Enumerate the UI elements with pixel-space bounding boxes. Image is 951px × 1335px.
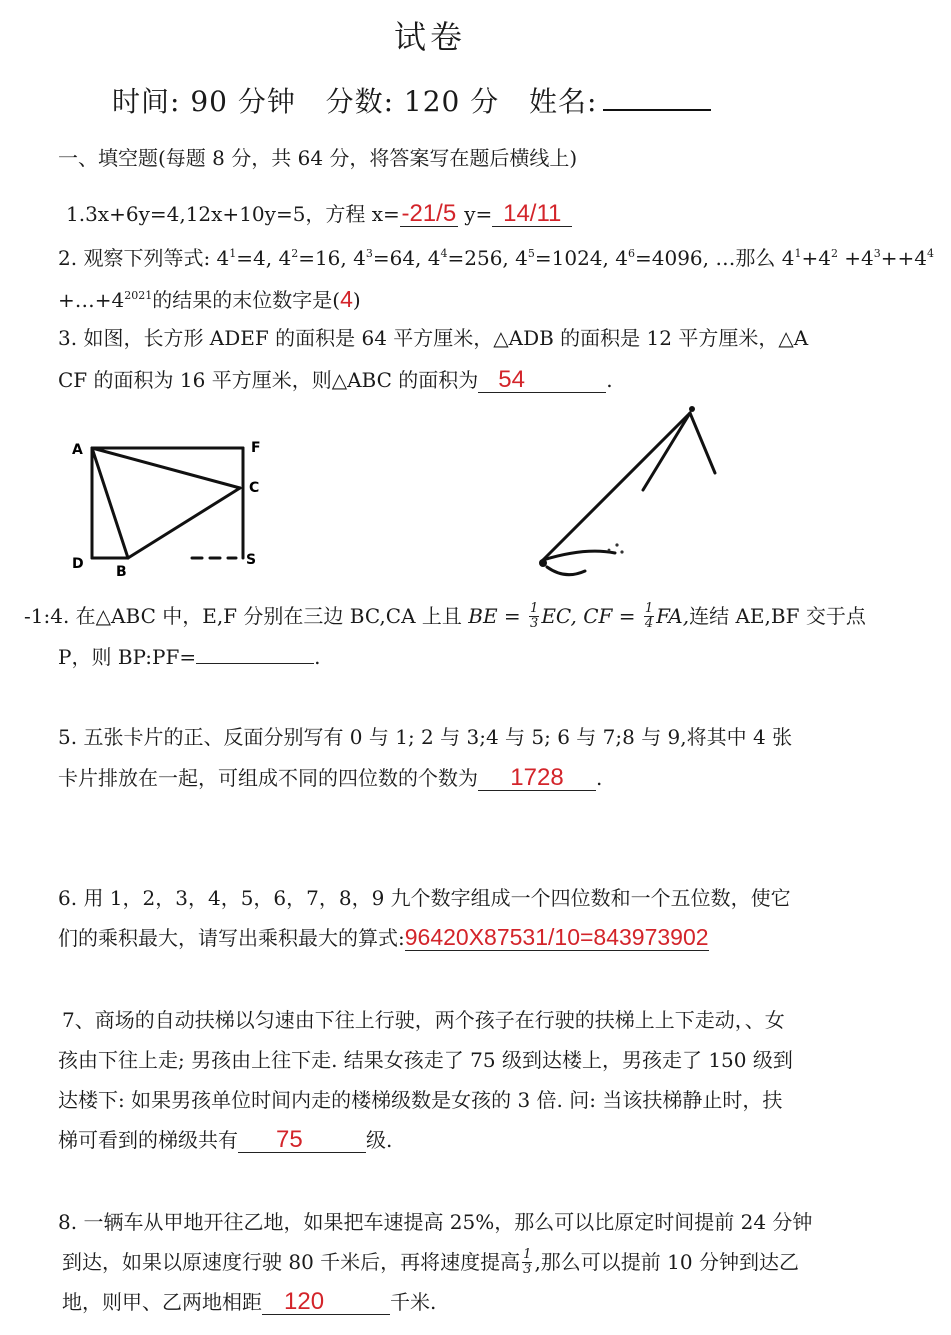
q8-end: 千米. (390, 1290, 437, 1314)
q6-text: 们的乘积最大，请写出乘积最大的算式: (58, 926, 405, 950)
page-title: 试卷 (393, 18, 466, 56)
q6-answer: 96420X87531/10=843973902 (404, 924, 709, 950)
q4-text-a: 4. 在△ABC 中，E,F 分别在三边 BC,CA 上且 (50, 604, 462, 628)
sketch-vertex-dot (539, 559, 547, 567)
sketch-apex-dot (689, 406, 695, 412)
q7-end: 级. (366, 1128, 393, 1152)
frac1-denominator: 3 (530, 615, 539, 631)
question-6-line2 (58, 926, 709, 950)
q1-answer-x: -21/5 (401, 200, 457, 227)
q5-answer: 1728 (478, 766, 596, 791)
sketch-base (543, 551, 615, 560)
q4-end: . (314, 645, 321, 669)
question-7-line2: 孩由下往上走; 男孩由上往下走. 结果女孩走了 75 级到达楼上，男孩走了 150 级到 (58, 1048, 793, 1072)
q1-y-label: y= (464, 202, 493, 226)
question-6-line1: 6. 用 1，2，3，4，5，6，7，8，9 九个数字组成一个四位数和一个五位数，使它 (58, 886, 791, 910)
question-8-line3 (62, 1290, 436, 1315)
q2-tail: …那么 4 (715, 246, 795, 270)
q2-prefix: 2. 观察下列等式: 4 (58, 246, 230, 270)
q4-fraction-2 (644, 602, 654, 630)
line-ac (92, 448, 240, 488)
label-b: B (116, 564, 127, 580)
q8-text: 地，则甲、乙两地相距 (62, 1290, 262, 1314)
frac2-denominator: 4 (644, 615, 654, 631)
q8-frac-numerator: 1 (523, 1246, 532, 1262)
q4-answer-blank (196, 645, 314, 664)
time-label: 时间: 90 分钟 (112, 85, 296, 118)
question-4-line2 (58, 645, 320, 669)
q4-be: BE = (468, 604, 521, 628)
q3-answer: 54 (478, 368, 606, 393)
question-1 (66, 202, 572, 227)
q2-close: ) (352, 288, 361, 312)
q4-ec: EC, CF = (541, 604, 636, 628)
label-s: S (246, 552, 257, 568)
exam-header (112, 80, 711, 120)
q8-frac-denominator: 3 (523, 1261, 532, 1277)
section-heading: 一、填空题(每题 8 分，共 64 分，将答案写在题后横线上) (58, 146, 578, 170)
question-2-line1: 2. 观察下列等式: $4^1=4$, $4^2=16$, $4^3=64$, $4^4=256$, $4^5=1024$, $4^6=4096$, …那么 $4^1+4^2 +4^3++4^4$ (58, 246, 935, 270)
question-4-line1 (24, 594, 866, 638)
sketch-arc (547, 567, 585, 575)
question-2-line2 (58, 286, 361, 314)
sketch-long-side (543, 413, 690, 560)
q2-answer: 4 (340, 286, 353, 312)
q7-answer: 75 (238, 1128, 366, 1153)
q7-text: 梯可看到的梯级共有 (58, 1128, 238, 1152)
q2-exponent: 2021 (124, 289, 153, 302)
q3-text: CF 的面积为 16 平方厘米，则△ABC 的面积为 (58, 368, 479, 392)
q4-fraction-1 (529, 602, 539, 630)
line-ab (92, 448, 128, 558)
line-bc (128, 488, 240, 558)
label-c: C (249, 480, 260, 496)
q4-text-b: 连结 AE,BF 交于点 (689, 604, 866, 628)
label-a: A (72, 442, 83, 458)
question-7-line3: 达楼下: 如果男孩单位时间内走的楼梯级数是女孩的 3 倍. 问: 当该扶梯静止时，扶 (58, 1088, 783, 1112)
question-3-line1: 3. 如图，长方形 ADEF 的面积是 64 平方厘米，△ADB 的面积是 12 平方厘米，△A (58, 326, 809, 350)
q5-end: . (596, 766, 603, 790)
name-label: 姓名: (528, 85, 598, 118)
frac1-numerator: 1 (530, 600, 539, 616)
score-label: 分数: 120 分 (325, 85, 500, 118)
q1-answer-y: 14/11 (492, 202, 572, 227)
q3-end: . (606, 368, 613, 392)
question-7-line1: 7、商场的自动扶梯以匀速由下往上行驶，两个孩子在行驶的扶梯上上下走动，、女 (62, 1008, 785, 1032)
rectangle-figure (60, 420, 300, 590)
frac2-numerator: 1 (644, 600, 654, 616)
question-8-line1: 8. 一辆车从甲地开往乙地，如果把车速提高 25%，那么可以比原定时间提前 24 分钟 (58, 1210, 813, 1234)
q1-text: 1.3x+6y=4,12x+10y=5，方程 x= (66, 202, 400, 226)
q8-answer: 120 (262, 1290, 390, 1315)
q8-text-a: 到达，如果以原速度行驶 80 千米后，再将速度提高 (62, 1250, 521, 1274)
angle-sketch (525, 395, 735, 595)
q4-fa: FA, (656, 604, 690, 628)
q8-fraction (522, 1248, 532, 1276)
question-5-line1: 5. 五张卡片的正、反面分别写有 0 与 1; 2 与 3;4 与 5; 6 与 7;8 与 9,将其中 4 张 (58, 725, 793, 749)
question-3-line2 (58, 368, 613, 393)
label-f: F (251, 440, 261, 456)
question-7-line4 (58, 1128, 392, 1153)
question-8-line2 (62, 1240, 799, 1284)
q5-text: 卡片排放在一起，可组成不同的四位数的个数为 (58, 766, 478, 790)
name-blank (603, 83, 711, 111)
q4-line2: P，则 BP:PF= (58, 645, 197, 669)
q8-text-b: ,那么可以提前 10 分钟到达乙 (534, 1250, 799, 1274)
sketch-short-side (690, 413, 715, 473)
q2-line2-mid: 的结果的末位数字是( (152, 288, 341, 312)
question-5-line2 (58, 766, 602, 791)
q4-prefix: -1: (24, 604, 51, 628)
label-d: D (72, 556, 84, 572)
q2-line2-pre: +…+4 (58, 288, 125, 312)
